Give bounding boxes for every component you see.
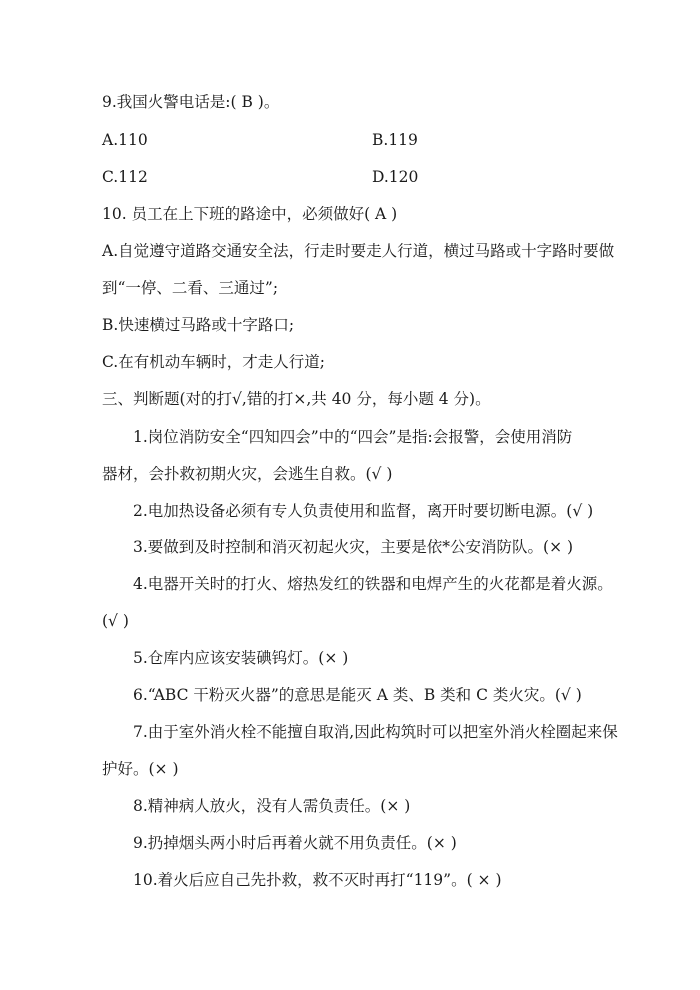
judgment-8: 8.精神病人放火，没有人需负责任。(× ) — [133, 797, 411, 815]
question-9-option-c: C.112 — [102, 168, 148, 186]
question-9-option-b: B.119 — [372, 131, 418, 149]
judgment-3: 3.要做到及时控制和消灭初起火灾，主要是依*公安消防队。(× ) — [133, 538, 574, 556]
judgment-5: 5.仓库内应该安装碘钨灯。(× ) — [133, 649, 349, 667]
judgment-6: 6.“ABC 干粉灭火器”的意思是能灭 A 类、B 类和 C 类火灾。(√ ) — [133, 686, 582, 704]
question-10-option-c: C.在有机动车辆时，才走人行道; — [102, 353, 325, 371]
judgment-7-line-1: 7.由于室外消火栓不能擅自取消,因此构筑时可以把室外消火栓圈起来保 — [133, 723, 618, 741]
judgment-2: 2.电加热设备必须有专人负责使用和监督，离开时要切断电源。(√ ) — [133, 502, 594, 520]
question-10-option-a: A.自觉遵守道路交通安全法，行走时要走人行道，横过马路或十字路时要做 — [102, 242, 615, 260]
question-10-option-a-cont: 到“一停、二看、三通过”; — [102, 279, 279, 297]
judgment-10: 10.着火后应自己先扑救，救不灭时再打“119”。( × ) — [133, 871, 502, 889]
judgment-4-line-2: (√ ) — [102, 612, 129, 630]
judgment-1-line-2: 器材，会扑救初期火灾，会逃生自救。(√ ) — [102, 465, 393, 483]
question-9-stem: 9.我国火警电话是:( B )。 — [102, 93, 280, 111]
question-10-stem: 10. 员工在上下班的路途中，必须做好( A ) — [102, 205, 398, 223]
judgment-7-line-2: 护好。(× ) — [102, 760, 179, 778]
section-title: 三、判断题(对的打√,错的打×,共 40 分，每小题 4 分)。 — [102, 390, 491, 408]
question-9-option-d: D.120 — [372, 168, 419, 186]
question-9-option-a: A.110 — [102, 131, 148, 149]
judgment-9: 9.扔掉烟头两小时后再着火就不用负责任。(× ) — [133, 834, 457, 852]
question-10-option-b: B.快速横过马路或十字路口; — [102, 316, 295, 334]
judgment-4-line-1: 4.电器开关时的打火、熔热发红的铁器和电焊产生的火花都是着火源。 — [133, 575, 613, 593]
judgment-1-line-1: 1.岗位消防安全“四知四会”中的“四会”是指:会报警，会使用消防 — [133, 428, 573, 446]
